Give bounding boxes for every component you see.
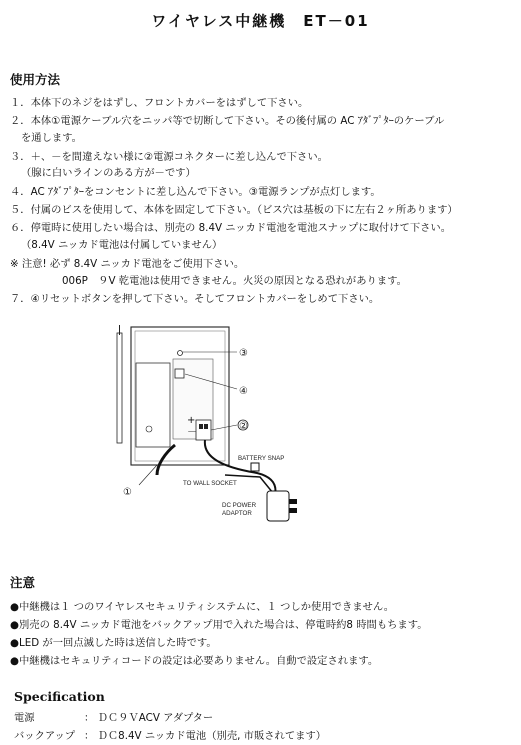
- power-lamp: [178, 351, 183, 356]
- antenna: [117, 333, 122, 443]
- spec-row-power: [14, 709, 213, 724]
- usage-line-3: ３．＋、－を間違えない様に②電源コネクターに差し込んで下さい。: [10, 151, 328, 163]
- battery-snap: [251, 463, 259, 471]
- usage-line-3b: （腺に白いラインのある方が－です）: [21, 167, 196, 179]
- spec-key: 電源: [14, 712, 35, 724]
- callout-line-1: [139, 465, 157, 485]
- spec-key: バックアップ: [14, 730, 76, 742]
- adaptor-prong-2: [289, 508, 297, 513]
- wall-socket-label: TO WALL SOCKET: [183, 480, 237, 487]
- note-3: ●LED が一回点滅した時は送信した時です。: [10, 637, 217, 649]
- notes-heading: 注意: [10, 575, 36, 590]
- connector-pin-a: [199, 424, 203, 429]
- adaptor-label-2: ADAPTOR: [222, 510, 252, 517]
- document-title: ワイヤレス中継機 ET－01: [151, 12, 370, 30]
- usage-line-6: ６．停電時に使用したい場合は、別売の 8.4V ニッカド電池を電池スナップに取付けて下さい。: [10, 222, 452, 234]
- spec-sep: ：: [84, 730, 95, 742]
- adaptor-label-1: DC POWER: [222, 502, 257, 509]
- dc-adaptor: [267, 491, 289, 521]
- spec-value: ＤＣ8.4V ニッカド電池（別売, 市販されてます）: [97, 730, 327, 742]
- spec-heading: Specification: [14, 689, 105, 704]
- callout-3: ③: [239, 348, 248, 359]
- note-2: ●別売の 8.4V ニッカド電池をバックアップ用で入れた場合は、停電時約8 時間もちます。: [10, 619, 428, 631]
- battery-snap-label: BATTERY SNAP: [238, 455, 285, 462]
- usage-line-6b: （8.4V ニッカド電池は付属していません）: [21, 239, 223, 251]
- usage-line-5: ５．付属のビスを使用して、本体を固定して下さい。（ビス穴は基板の下に左右２ヶ所あります）: [10, 204, 458, 216]
- adaptor-prong-1: [289, 499, 297, 504]
- note-4: ●中継機はセキュリティコードの設定は必要ありません。自動で設定されます。: [10, 655, 379, 667]
- usage-line-2: ２．本体①電源ケーブル穴をニッパ等で切断して下さい。その後付属の AC ｱﾀﾞﾌﾟﾀｰのケーブル: [10, 115, 445, 127]
- callout-2: ②: [239, 421, 248, 432]
- screw-hole-left: [146, 426, 152, 432]
- usage-line-4: ４．AC ｱﾀﾞﾌﾟﾀｰをコンセントに差し込んで下さい。③電源ランプが点灯します。: [10, 186, 381, 198]
- callout-1: ①: [123, 487, 132, 498]
- spec-row-backup: [14, 727, 326, 742]
- board-component: [136, 363, 170, 447]
- usage-heading: 使用方法: [10, 72, 61, 87]
- callout-4: ④: [239, 386, 248, 397]
- spec-value: ＤＣ９ＶACV アダプター: [97, 712, 214, 724]
- minus-sign: －: [187, 427, 197, 438]
- usage-caution: ※ 注意! 必ず 8.4V ニッカド電池をご使用下さい。: [10, 258, 245, 270]
- spec-sep: ：: [84, 712, 95, 724]
- usage-line-7: ７．④リセットボタンを押して下さい。そしてフロントカバーをしめて下さい。: [10, 293, 380, 305]
- usage-caution-b: 006P ９V 乾電池は使用できません。火災の原因となる恐れがあります。: [62, 275, 407, 287]
- usage-line-1: １．本体下のネジをはずし、フロントカバーをはずして下さい。: [10, 97, 309, 109]
- usage-line-2b: を通します。: [21, 132, 82, 144]
- wiring-diagram: [105, 325, 365, 535]
- plus-sign: +: [187, 415, 196, 426]
- connector-pin-b: [204, 424, 208, 429]
- note-1: ●中継機は１ つのワイヤレスセキュリティシステムに、１ つしか使用できません。: [10, 601, 395, 613]
- reset-button: [175, 369, 184, 378]
- power-connector: [196, 420, 211, 440]
